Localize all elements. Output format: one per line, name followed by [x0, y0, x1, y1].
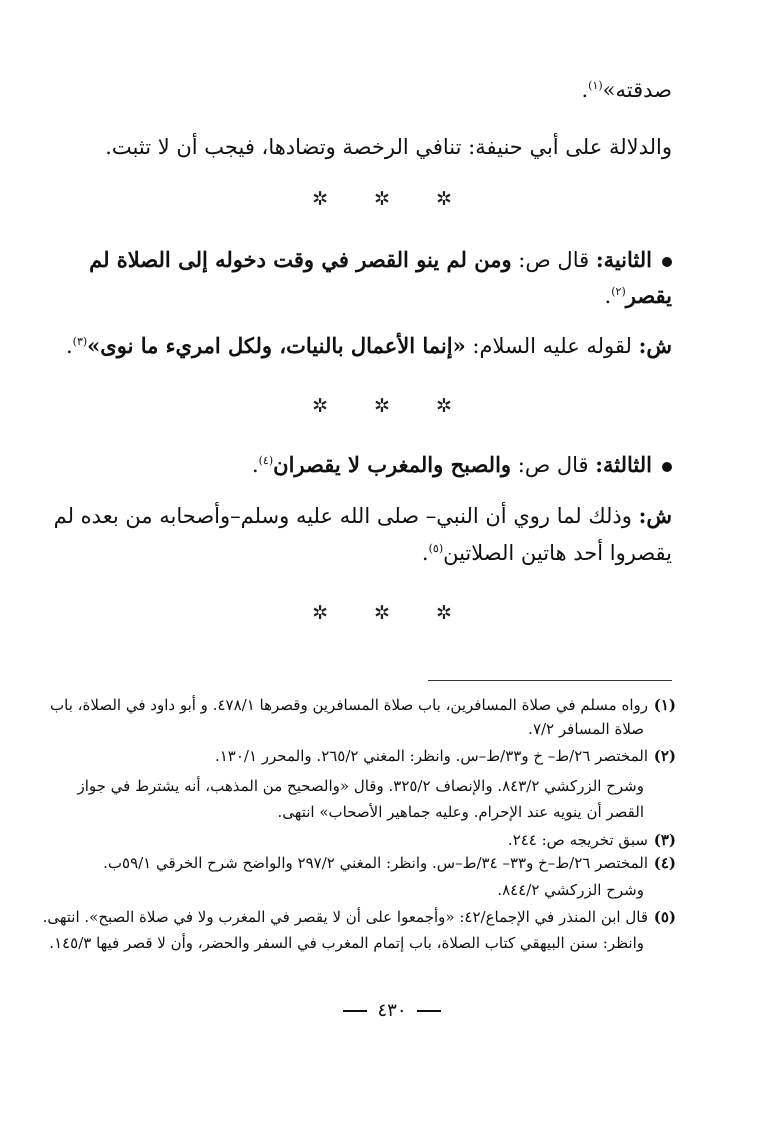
footnote-1: [50, 694, 676, 716]
text-line-argument: والدلالة على أبي حنيفة: تنافي الرخصة وتضادها، فيجب أن لا تثبت.: [105, 135, 672, 159]
matn-text: ومن لم ينو القصر في وقت دخوله إلى الصلاة لم: [89, 247, 512, 272]
footnote-number: (٣): [653, 831, 676, 849]
section-separator: ✲ ✲ ✲: [312, 188, 472, 210]
footnote-ref-2[interactable]: (٢): [611, 285, 626, 298]
footnote-number: (٥): [653, 908, 676, 926]
second-issue-line-2: [105, 280, 672, 312]
footnote-4: [100, 852, 676, 874]
sharh-label: ش:: [638, 333, 672, 358]
section-separator: ✲ ✲ ✲: [312, 395, 472, 417]
footnote-divider: [428, 680, 672, 681]
footnote-5-cont: وانظر: سنن البيهقي كتاب الصلاة، باب إتمام المغرب في السفر والحضر، وأن لا قصر فيها ١٤٥/٣.: [49, 934, 644, 952]
footnote-1-cont: صلاة المسافر ٧/٢.: [528, 720, 644, 738]
footnote-ref-4[interactable]: (٤): [258, 454, 274, 467]
sharh-line-2-cont: [105, 537, 672, 569]
text-fragment: صدقته»: [602, 78, 672, 102]
footnote-text: سبق تخريجه ص: ٢٤٤.: [507, 831, 648, 849]
punctuation: .: [65, 334, 73, 358]
footnote-5: [42, 906, 676, 928]
footnote-ref-5[interactable]: (٥): [428, 542, 444, 555]
footnote-2-cont: وشرح الزركشي ٨٤٣/٢. والإنصاف ٣٢٥/٢. وقال «والصحيح من المذهب، أنه يشترط في جواز: [77, 777, 644, 795]
matn-text: والصبح والمغرب لا يقصران: [273, 452, 512, 477]
dash-right: [417, 1010, 441, 1012]
footnote-text: المختصر ٢٦/ط–خ و٣٣– ٣٤/ط–س. وانظر: المغني ٢٩٧/٢ والواضح شرح الخرقي ٥٩/١ب.: [103, 854, 648, 872]
hadith-quote: «إنما الأعمال بالنيات، ولكل امريء ما نوى»: [87, 333, 466, 358]
footnote-ref-1[interactable]: (١): [588, 79, 603, 92]
footnote-4-cont: وشرح الزركشي ٨٤٤/٢.: [497, 881, 644, 899]
footnote-3: [100, 829, 676, 851]
punctuation: .: [251, 453, 259, 477]
issue-heading-second: الثانية:: [595, 247, 652, 272]
dash-left: [343, 1010, 367, 1012]
footnote-text: رواه مسلم في صلاة المسافرين، باب صلاة المسافرين وقصرها ٤٧٨/١. و أبو داود في الصلاة، باب: [50, 696, 648, 714]
punctuation: .: [421, 541, 429, 565]
issue-heading-third: الثالثة:: [595, 452, 652, 477]
footnote-2: [100, 745, 676, 767]
footnote-text: المختصر ٢٦/ط– خ و٣٣/ط–س. وانظر: المغني ٢٦٥/٢. والمحرر ١٣٠/١.: [214, 747, 648, 765]
sharh-text: وذلك لما روي أن النبي– صلى الله عليه وسلم–وأصحابه من بعده لم: [53, 504, 632, 528]
punctuation: .: [581, 78, 589, 102]
qal-label: قال ص:: [517, 453, 589, 477]
qal-label: قال ص:: [518, 248, 590, 272]
sharh-label: ش:: [638, 503, 672, 528]
footnote-number: (٤): [653, 854, 676, 872]
section-separator: ✲ ✲ ✲: [312, 602, 472, 624]
footnote-2-cont2: القصر أن ينويه عند الإحرام. وعليه جماهير الأصحاب» انتهى.: [277, 803, 644, 821]
sharh-line-2: [53, 500, 672, 532]
page-number-value: ٤٣٠: [377, 1000, 407, 1021]
sharh-text: يقصروا أحد هاتين الصلاتين: [443, 541, 672, 565]
footnote-ref-3[interactable]: (٣): [72, 335, 88, 348]
third-issue-line: [105, 449, 672, 481]
sharh-text: لقوله عليه السلام:: [472, 334, 632, 358]
page-number: [0, 1000, 784, 1021]
footnote-text: قال ابن المنذر في الإجماع/٤٢: «وأجمعوا على أن لا يقصر في المغرب ولا في صلاة الصبح». انتهى.: [42, 908, 648, 926]
bullet-icon: [662, 257, 672, 267]
second-issue-line: [89, 244, 672, 276]
footnote-number: (١): [653, 696, 676, 714]
sharh-line-1: [65, 330, 672, 362]
text-line-continuation: [105, 74, 672, 106]
matn-text: يقصر: [625, 283, 672, 308]
punctuation: .: [604, 284, 612, 308]
bullet-icon: [662, 462, 672, 472]
footnote-number: (٢): [653, 747, 676, 765]
